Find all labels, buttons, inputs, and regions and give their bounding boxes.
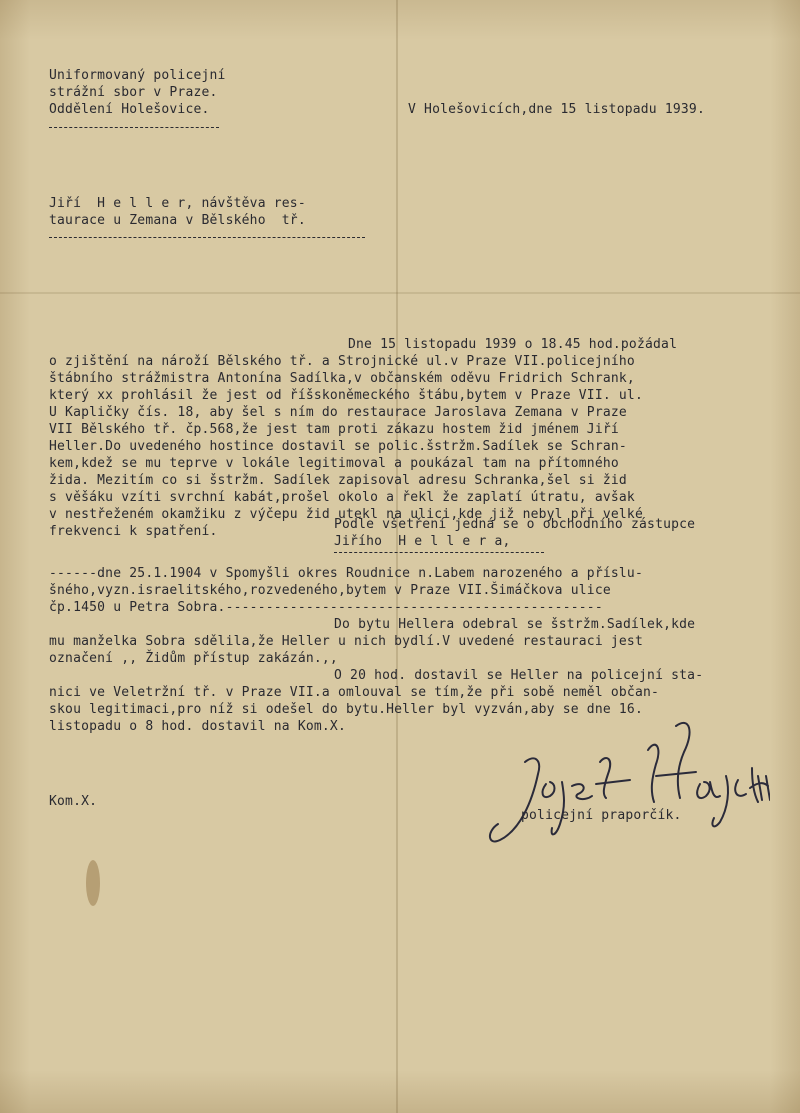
body-line: U Kapličky čís. 18, aby šel s ním do restaurace Jaroslava Zemana v Praze [49,405,627,420]
paper-fold-vertical [396,0,398,1113]
body-line: Dne 15 listopadu 1939 o 18.45 hod.požádal [348,337,678,352]
ink-stain [86,860,100,906]
body-line: šného,vyzn.israelitského,rozvedeného,bytem v Praze VII.Šimáčkova ulice [49,583,611,598]
body-line: označení ,, Židům přístup zakázán.,, [49,651,338,666]
body-line: který xx prohlásil že jest od říšskoněmeckého štábu,bytem v Praze VII. ul. [49,388,643,403]
body-line: frekvenci k spatření. [49,524,218,539]
body-line: s věšáku vzíti svrchní kabát,prošel okolo a řekl že zaplatí útratu, avšak [49,490,635,505]
body-line: listopadu o 8 hod. dostavil na Kom.X. [49,719,346,734]
body-line: skou legitimaci,pro níž si odešel do bytu.Heller byl vyzván,aby se dne 16. [49,702,643,717]
handwritten-signature [480,712,770,862]
recipient: Kom.X. [49,794,98,809]
body-line: mu manželka Sobra sdělila,že Heller u nich bydlí.V uvedené restauraci jest [49,634,643,649]
paper-fold-horizontal [0,292,800,294]
body-line: O 20 hod. dostavil se Heller na policejní sta- [334,668,704,683]
body-line: Heller.Do uvedeného hostince dostavil se polic.šstržm.Sadílek se Schran- [49,439,627,454]
body-line: čp.1450 u Petra Sobra.----------------------------------------------- [49,600,603,615]
body-line: o zjištění na nároží Bělského tř. a Strojnické ul.v Praze VII.policejního [49,354,635,369]
subject-underline [49,237,365,238]
body-line: VII Bělského tř. čp.568,že jest tam proti zákazu hostem žid jménem Jiří [49,422,619,437]
person-name-underline [334,552,544,553]
body-line: Podle všetření jedná se o obchodního zástupce [334,517,696,532]
org-line-1: Uniformovaný policejní [49,68,226,83]
body-line: Do bytu Hellera odebral se šstržm.Sadílek,kde [334,617,696,632]
body-line: v nestřeženém okamžiku z výčepu žid utekl na ulici,kde již nebyl při velké [49,507,643,522]
signer-title: policejní praporčík. [521,808,682,823]
body-line: kem,kdež se mu teprve v lokále legitimoval a poukázal tam na přítomného [49,456,619,471]
org-line-2: strážní sbor v Praze. [49,85,218,100]
place-date: V Holešovicích,dne 15 listopadu 1939. [408,102,705,117]
subject-line-1: Jiří H e l l e r, návštěva res- [49,196,306,211]
header-underline [49,127,219,128]
body-line: nici ve Veletržní tř. v Praze VII.a omlouval se tím,že při sobě neměl občan- [49,685,660,700]
body-line: štábního strážmistra Antonína Sadílka,v občanském oděvu Fridrich Schrank, [49,371,635,386]
body-line: ------dne 25.1.1904 v Spomyšli okres Roudnice n.Labem narozeného a příslu- [49,566,643,581]
body-line: žida. Mezitím co si šstržm. Sadílek zapisoval adresu Schranka,šel si žid [49,473,627,488]
person-name: Jiřího H e l l e r a, [334,534,511,549]
org-line-3: Oddělení Holešovice. [49,102,210,117]
subject-line-2: taurace u Zemana v Bělského tř. [49,213,306,228]
